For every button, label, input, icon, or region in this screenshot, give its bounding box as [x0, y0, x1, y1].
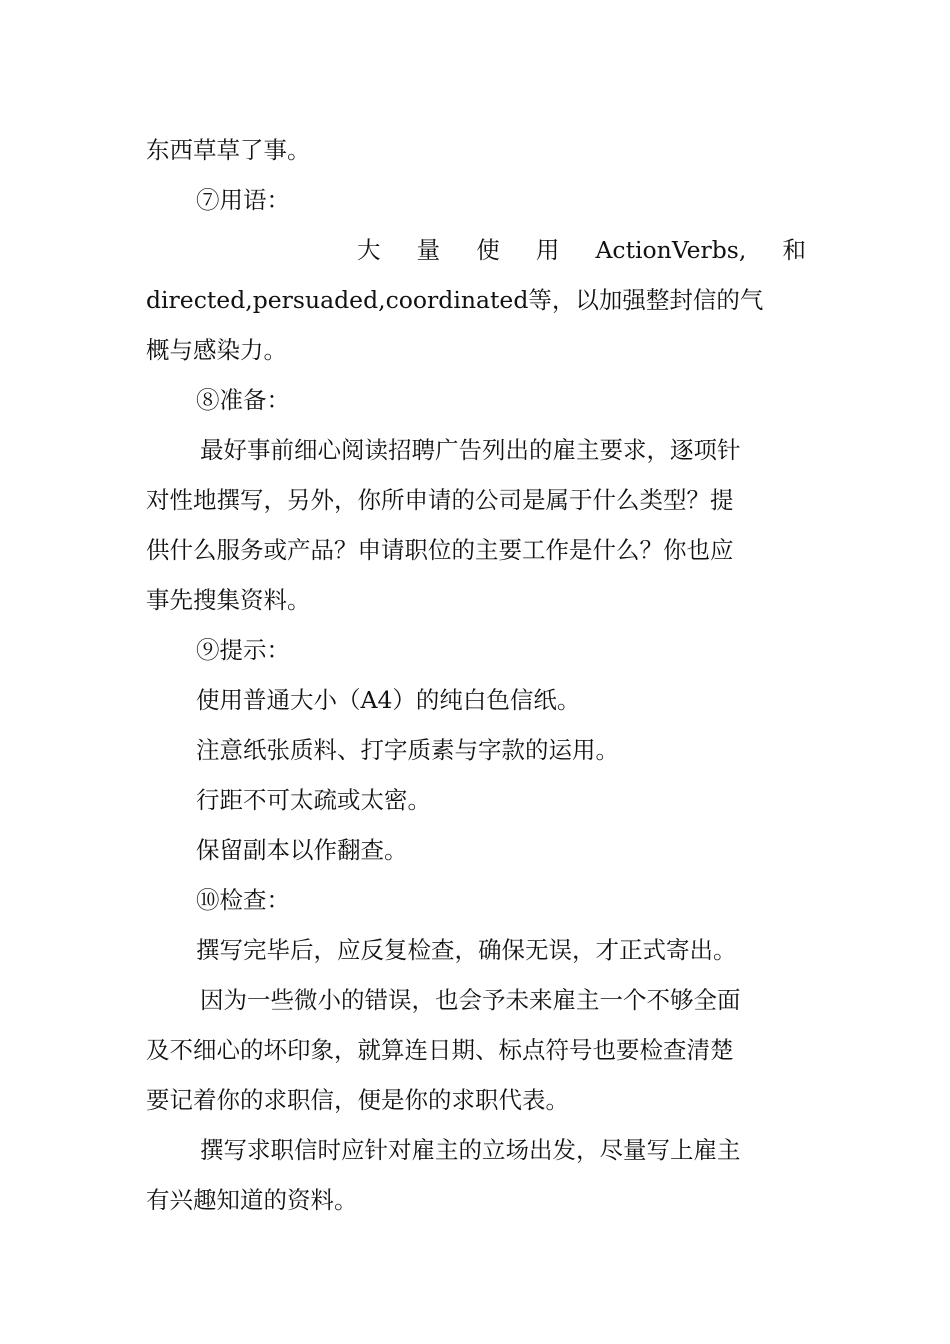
text-line: 撰写完毕后，应反复检查，确保无误，才正式寄出。 [196, 936, 737, 964]
section-heading-tips: ⑨提示： [196, 636, 290, 664]
word: ActionVerbs, [595, 236, 747, 264]
text-line: 事先搜集资料。 [146, 586, 311, 614]
text-line: 有兴趣知道的资料。 [146, 1186, 358, 1214]
section-heading-preparation: ⑧准备： [196, 386, 290, 414]
section-heading-terminology: ⑦用语： [196, 186, 290, 214]
word: 使 [476, 236, 500, 264]
section-heading-check: ⑩检查： [196, 886, 290, 914]
text-line-justified [357, 235, 806, 265]
word: 大 [357, 236, 381, 264]
text-line: 东西草草了事。 [146, 136, 311, 164]
text-line: 撰写求职信时应针对雇主的立场出发，尽量写上雇主 [200, 1136, 741, 1164]
text-line: 对性地撰写，另外，你所申请的公司是属于什么类型？提 [146, 486, 734, 514]
text-line: directed,persuaded,coordinated等，以加强整封信的气 [146, 286, 764, 314]
text-line: 行距不可太疏或太密。 [196, 786, 431, 814]
text-line: 最好事前细心阅读招聘广告列出的雇主要求，逐项针 [200, 436, 741, 464]
text-line: 使用普通大小（A4）的纯白色信纸。 [196, 686, 581, 714]
word: 量 [416, 236, 441, 264]
text-line: 概与感染力。 [146, 336, 287, 364]
word: 和 [782, 236, 806, 264]
text-line: 及不细心的坏印象，就算连日期、标点符号也要检查清楚 [146, 1036, 734, 1064]
text-line: 保留副本以作翻查。 [196, 836, 408, 864]
text-line: 供什么服务或产品？申请职位的主要工作是什么？你也应 [146, 536, 734, 564]
text-line: 要记着你的求职信，便是你的求职代表。 [146, 1086, 569, 1114]
text-line: 注意纸张质料、打字质素与字款的运用。 [196, 736, 619, 764]
text-line: 因为一些微小的错误，也会予未来雇主一个不够全面 [200, 986, 741, 1014]
word: 用 [535, 236, 560, 264]
